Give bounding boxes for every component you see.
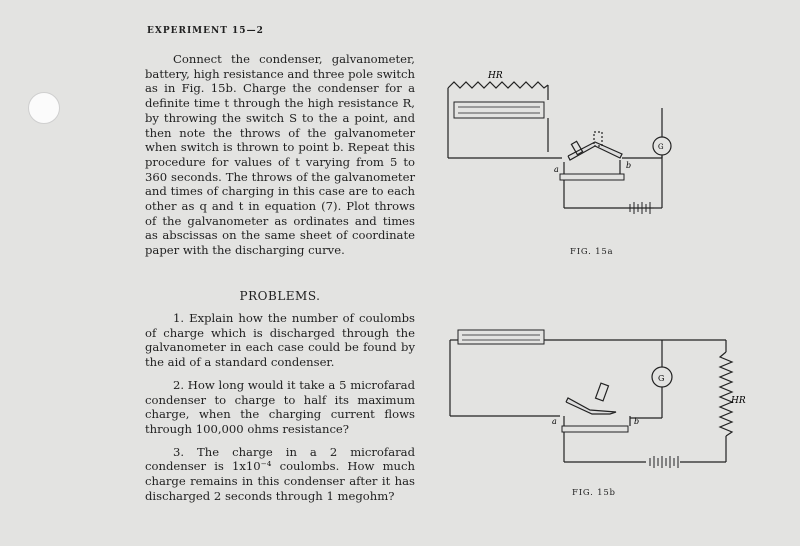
galvanometer-label-15a: G <box>658 143 664 151</box>
problem-1: 1. Explain how the number of coulombs of charge which is discharged through the galvanometer in each case could be found by the aid of a standard condenser. <box>145 311 415 370</box>
three-pole-switch-base <box>560 174 624 180</box>
problems-heading: PROBLEMS. <box>239 289 321 303</box>
high-resistance-zigzag <box>720 352 732 436</box>
three-pole-switch-base <box>562 426 628 432</box>
circuit-diagram-15a <box>440 60 710 230</box>
problem-3: 3. The charge in a 2 microfarad condenser is 1x10⁻⁴ coulombs. How much charge remains in this condenser after it has discharged 2 seconds through 1 megohm? <box>145 444 415 503</box>
circuit-diagram-15b <box>440 322 750 482</box>
procedure-text <box>145 52 415 258</box>
galvanometer-label-15b: G <box>658 374 665 383</box>
condenser <box>458 330 544 344</box>
page-header: EXPERIMENT 15—2 <box>147 26 264 36</box>
hr-label-15b: HR <box>731 396 746 406</box>
switch-handle <box>596 383 609 401</box>
high-resistance-zigzag <box>448 82 548 88</box>
terminal-b-label-15a: b <box>626 161 632 170</box>
terminal-b-label-15b: b <box>634 417 640 426</box>
terminal-a-label-15a: a <box>554 165 559 174</box>
problem-2: 2. How long would it take a 5 microfarad condenser to charge to half its maximum charge, when the charging current flows through 100,000 ohms resistance? <box>145 377 415 436</box>
figure-15b-caption: FIG. 15b <box>572 488 616 498</box>
switch-blade <box>566 398 616 414</box>
figure-15a <box>440 60 710 230</box>
battery-15b <box>650 456 678 468</box>
problems-list <box>145 311 415 511</box>
switch-blade <box>568 142 622 160</box>
procedure-paragraph: Connect the condenser, galvanometer, battery, high resistance and three pole switch as in Fig. 15b. Charge the condenser for a definite time t through the high resistance R, by throwing the switch S to the a point, and then note the throws of the galvanometer when switch is thrown to point b. Repeat this procedure for values of t varying from 5 to 360 seconds. The throws of the galvanometer and times of charging in this case are to each other as q and t in equation (7). Plot throws of the galvanometer as ordinates and times as abscissas on the same sheet of coordinate paper with the discharging curve. <box>145 52 415 258</box>
terminal-a-label-15b: a <box>552 417 557 426</box>
figure-15a-caption: FIG. 15a <box>570 247 614 257</box>
hr-label-15a: HR <box>488 71 503 81</box>
condenser <box>454 102 544 118</box>
figure-15b <box>440 322 750 482</box>
punch-hole <box>28 92 60 124</box>
